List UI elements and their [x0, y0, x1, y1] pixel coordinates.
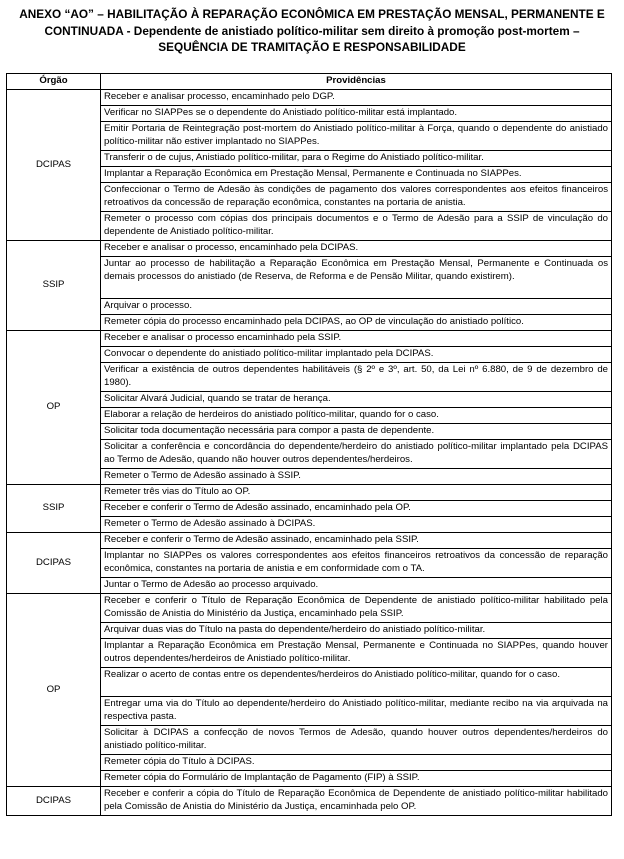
action-cell: Juntar ao processo de habilitação a Reparação Econômica em Prestação Mensal, Permanente e Continuada os demais processos do anistiado (de Reserva, de Reforma e de Pensão Militar, quando existirem).	[101, 257, 612, 299]
action-cell: Receber e conferir o Termo de Adesão assinado, encaminhado pela OP.	[101, 501, 612, 517]
table-row	[7, 90, 612, 106]
header-organ: Órgão	[7, 74, 101, 90]
action-cell: Receber e analisar o processo, encaminhado pela DCIPAS.	[101, 241, 612, 257]
table-row	[7, 331, 612, 347]
organ-cell: OP	[7, 331, 101, 485]
action-cell: Solicitar toda documentação necessária para compor a pasta de dependente.	[101, 424, 612, 440]
action-cell: Emitir Portaria de Reintegração post-mortem do Anistiado político-militar à Força, quando o dependente do anistiado político-militar não estiver implantado no SIAPPes.	[101, 122, 612, 151]
table-row	[7, 594, 612, 623]
header-actions: Providências	[101, 74, 612, 90]
action-cell: Verificar no SIAPPes se o dependente do Anistiado político-militar está implantado.	[101, 106, 612, 122]
action-cell: Remeter cópia do Título à DCIPAS.	[101, 755, 612, 771]
organ-cell: SSIP	[7, 241, 101, 331]
organ-cell: OP	[7, 594, 101, 787]
table-row	[7, 533, 612, 549]
action-cell: Solicitar a conferência e concordância do dependente/herdeiro do anistiado político-militar implantado pela DCIPAS ao Termo de Adesão, quando não houver outros dependentes/herdeiros.	[101, 440, 612, 469]
action-cell: Remeter o Termo de Adesão assinado à SSIP.	[101, 469, 612, 485]
action-cell: Receber e analisar o processo encaminhado pela SSIP.	[101, 331, 612, 347]
table-row	[7, 485, 612, 501]
action-cell: Implantar a Reparação Econômica em Prestação Mensal, Permanente e Continuada no SIAPPes.	[101, 167, 612, 183]
action-cell: Juntar o Termo de Adesão ao processo arquivado.	[101, 578, 612, 594]
table-row	[7, 241, 612, 257]
action-cell: Elaborar a relação de herdeiros do anistiado político-militar, quando for o caso.	[101, 408, 612, 424]
action-cell: Realizar o acerto de contas entre os dependentes/herdeiros do Anistiado político-militar, quando for o caso.	[101, 668, 612, 697]
procedure-table	[6, 73, 612, 816]
action-cell: Transferir o de cujus, Anistiado político-militar, para o Regime do Anistiado político-militar.	[101, 151, 612, 167]
organ-cell: DCIPAS	[7, 90, 101, 241]
action-cell: Entregar uma via do Título ao dependente/herdeiro do Anistiado político-militar, mediante recibo na via arquivada na respectiva pasta.	[101, 697, 612, 726]
organ-cell: SSIP	[7, 485, 101, 533]
action-cell: Receber e conferir o Título de Reparação Econômica de Dependente de anistiado político-militar habilitado pela Comissão de Anistia do Ministério da Justiça, encaminhado pela SSIP.	[101, 594, 612, 623]
organ-cell: DCIPAS	[7, 533, 101, 594]
action-cell: Implantar no SIAPPes os valores correspondentes aos efeitos financeiros retroativos da concessão de reparação econômica, constantes na portaria de anistia e em conformidade com o TA.	[101, 549, 612, 578]
action-cell: Arquivar o processo.	[101, 299, 612, 315]
action-cell: Remeter o Termo de Adesão assinado à DCIPAS.	[101, 517, 612, 533]
action-cell: Convocar o dependente do anistiado político-militar implantado pela DCIPAS.	[101, 347, 612, 363]
action-cell: Verificar a existência de outros dependentes habilitáveis (§ 2º e 3º, art. 50, da Lei nº 6.880, de 9 de dezembro de 1980).	[101, 363, 612, 392]
action-cell: Solicitar Alvará Judicial, quando se tratar de herança.	[101, 392, 612, 408]
action-cell: Receber e analisar processo, encaminhado pelo DGP.	[101, 90, 612, 106]
action-cell: Solicitar à DCIPAS a confecção de novos Termos de Adesão, quando houver outros dependentes/herdeiros do anistiado político-militar.	[101, 726, 612, 755]
action-cell: Arquivar duas vias do Título na pasta do dependente/herdeiro do anistiado político-militar.	[101, 623, 612, 639]
title-line-2: CONTINUADA - Dependente de anistiado político-militar sem direito à promoção post-mortem –	[44, 23, 580, 38]
title-line-1: ANEXO “AO” – HABILITAÇÃO À REPARAÇÃO ECONÔMICA EM PRESTAÇÃO MENSAL, PERMANENTE E	[19, 7, 605, 21]
action-cell: Remeter três vias do Título ao OP.	[101, 485, 612, 501]
title-line-3: SEQUÊNCIA DE TRAMITAÇÃO E RESPONSABILIDADE	[158, 40, 466, 54]
table-row	[7, 787, 612, 816]
action-cell: Receber e conferir o Termo de Adesão assinado, encaminhado pela SSIP.	[101, 533, 612, 549]
document-title	[8, 6, 616, 56]
organ-cell: DCIPAS	[7, 787, 101, 816]
table-header-row	[7, 74, 612, 90]
action-cell: Remeter o processo com cópias dos principais documentos e o Termo de Adesão para a SSIP de vinculação do dependente de Anistiado político-militar.	[101, 212, 612, 241]
action-cell: Remeter cópia do Formulário de Implantação de Pagamento (FIP) à SSIP.	[101, 771, 612, 787]
action-cell: Confeccionar o Termo de Adesão às condições de pagamento dos valores correspondentes aos efeitos financeiros retroativos da concessão de reparação econômica, constantes na portaria de anistia.	[101, 183, 612, 212]
action-cell: Receber e conferir a cópia do Título de Reparação Econômica de Dependente de anistiado político-militar habilitado pela Comissão de Anistia do Ministério da Justiça, encaminhada pelo OP.	[101, 787, 612, 816]
action-cell: Remeter cópia do processo encaminhado pela DCIPAS, ao OP de vinculação do anistiado político.	[101, 315, 612, 331]
action-cell: Implantar a Reparação Econômica em Prestação Mensal, Permanente e Continuada no SIAPPes, quando houver outros dependentes/herdeiros de Anistiado político-militar.	[101, 639, 612, 668]
